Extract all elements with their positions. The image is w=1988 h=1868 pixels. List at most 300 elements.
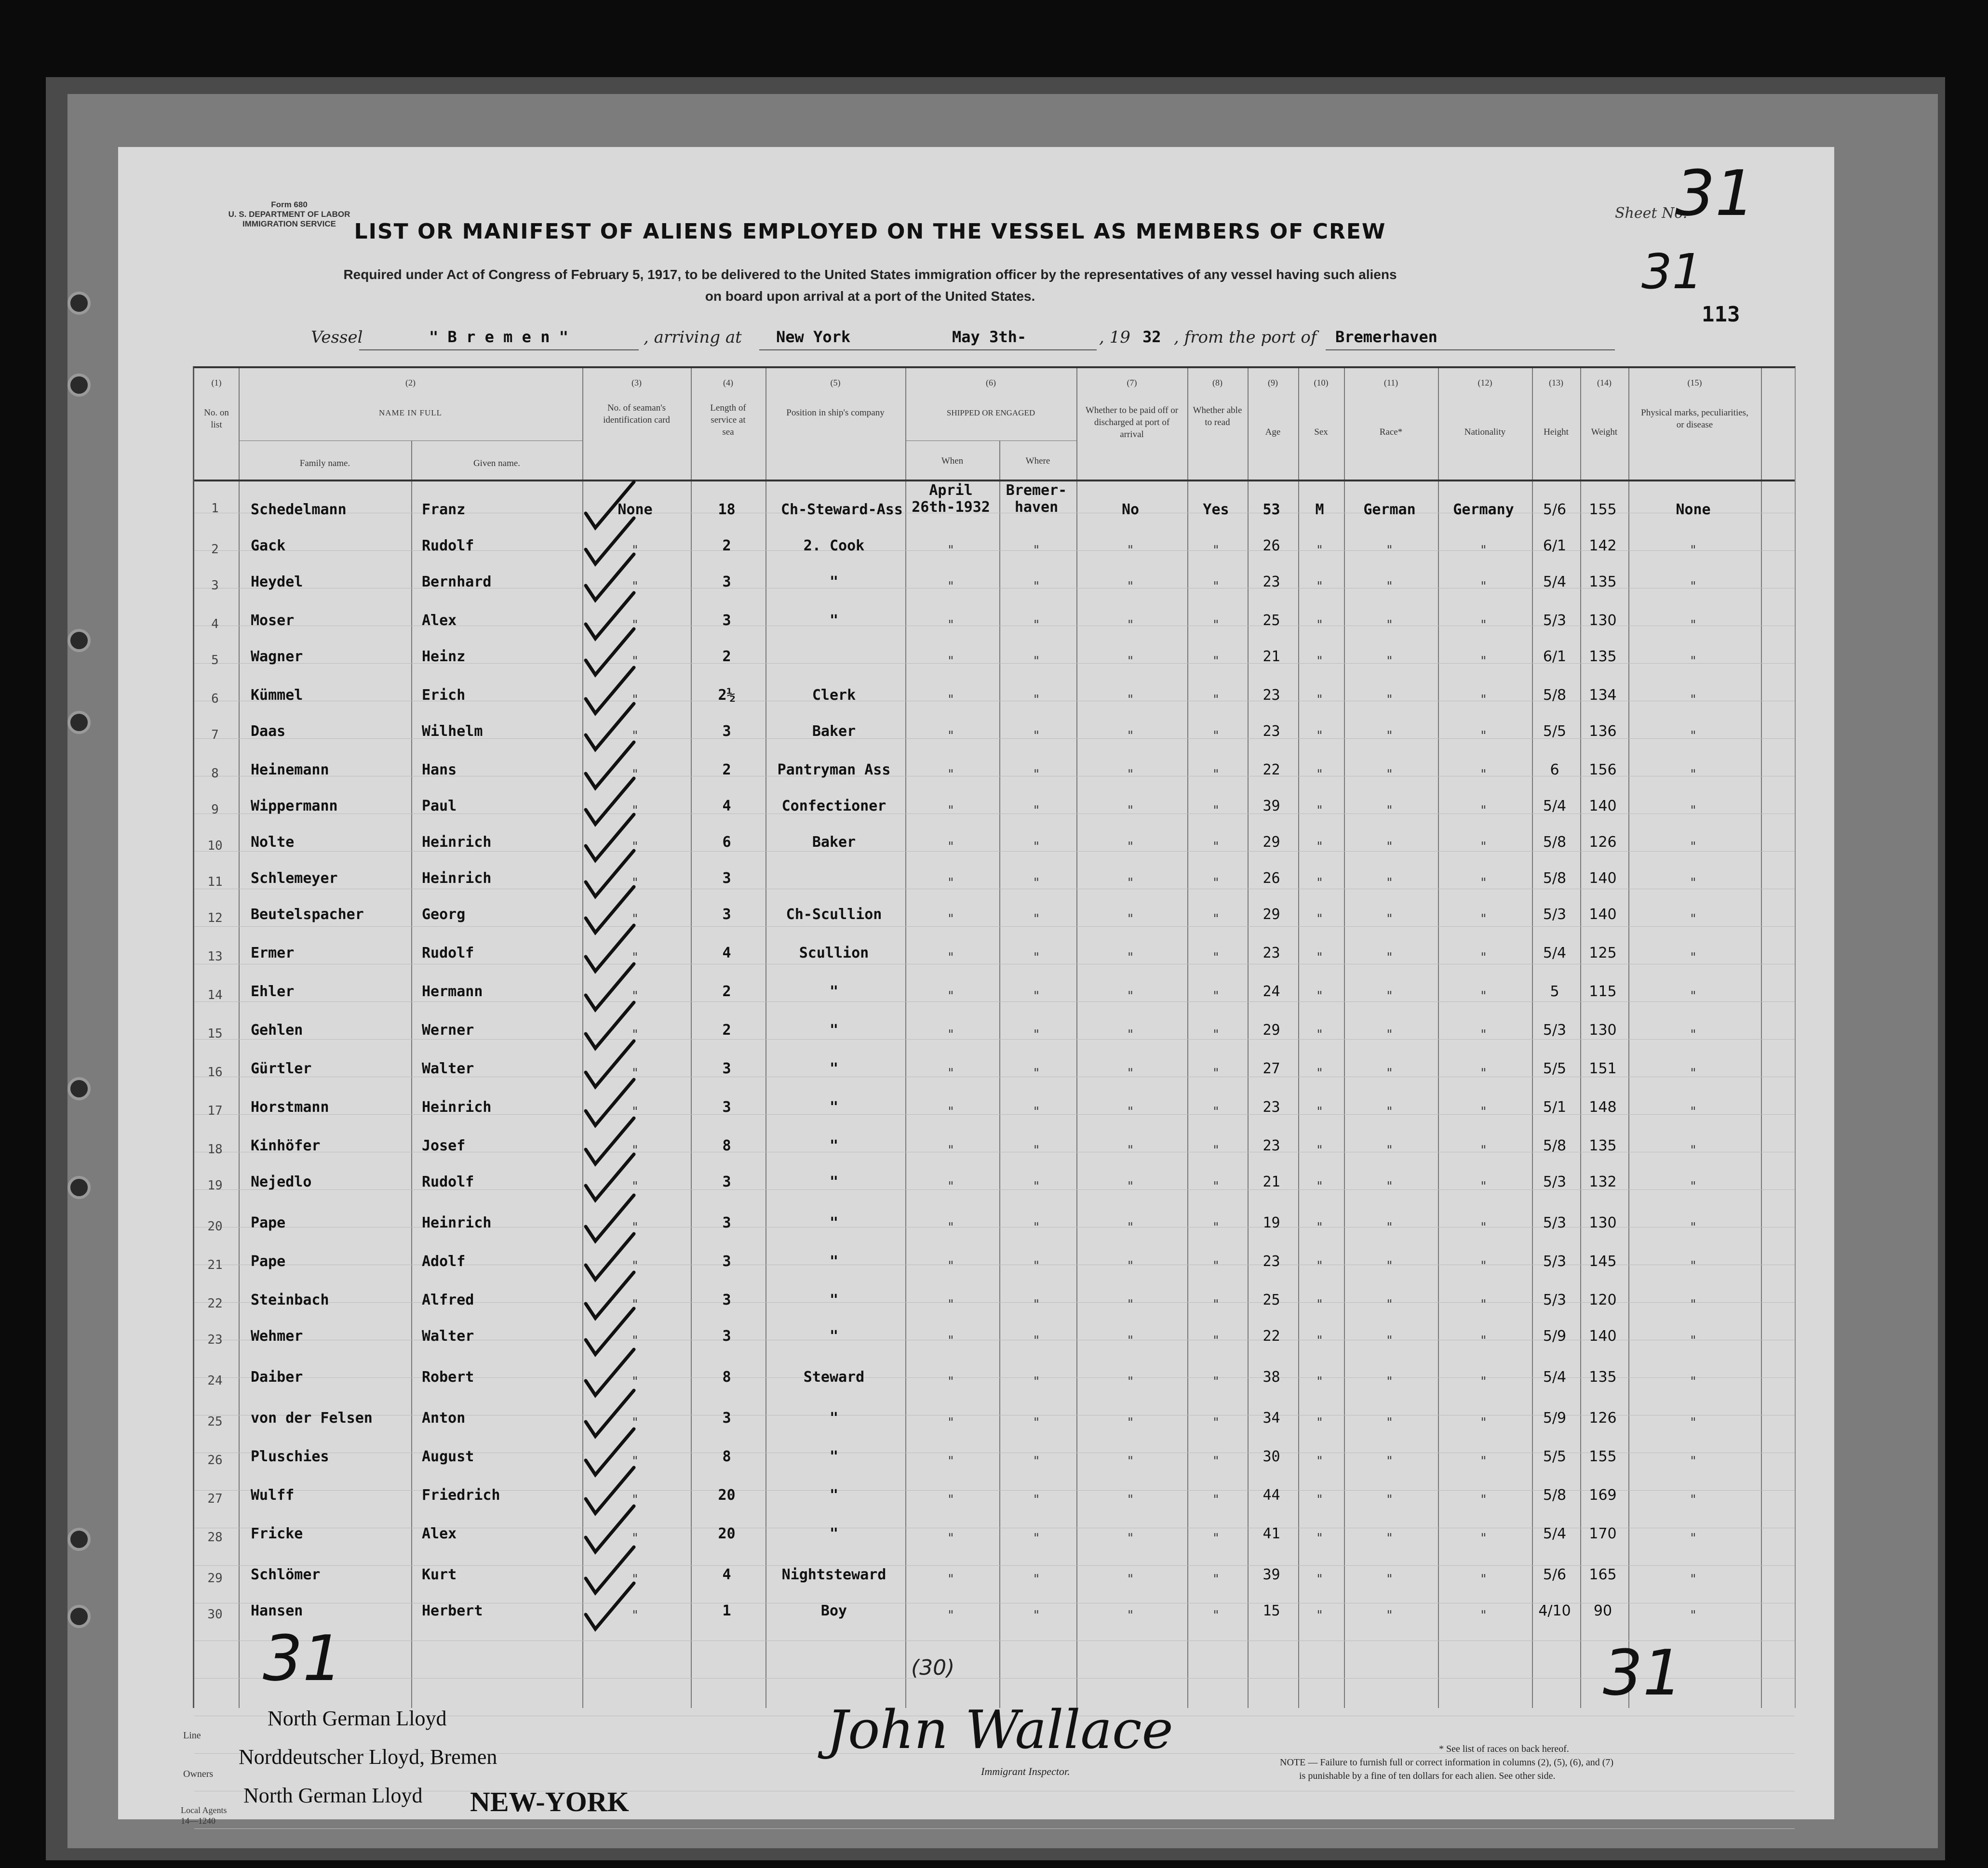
- id-card-ditto: ": [631, 693, 639, 707]
- length-of-service: 2: [722, 983, 731, 1000]
- local-agents-code: 14—1240: [181, 1816, 215, 1826]
- row-number: 14: [207, 988, 223, 1002]
- punch-hole: [67, 374, 91, 397]
- given-name: August: [422, 1448, 474, 1465]
- able-to-read-ditto: ": [1212, 654, 1220, 668]
- id-card-ditto: ": [631, 876, 639, 890]
- paid-off-ditto: ": [1127, 1531, 1134, 1546]
- length-of-service: 18: [718, 501, 736, 518]
- shipped-when-1: April: [929, 482, 973, 499]
- paid-off-ditto: ": [1127, 1105, 1134, 1119]
- family-name: Daiber: [251, 1369, 303, 1386]
- shipped-where-1: Bremer-: [1006, 482, 1067, 499]
- manifest-sheet: [118, 147, 1834, 1826]
- given-name: Paul: [422, 798, 457, 814]
- row-number: 5: [211, 653, 219, 667]
- sheet-number-label: Sheet No.: [1615, 205, 1688, 222]
- sex-ditto: ": [1316, 1027, 1324, 1042]
- physical-marks-ditto: ": [1689, 1572, 1697, 1587]
- position: Steward: [803, 1369, 865, 1386]
- race-ditto: ": [1385, 1531, 1394, 1546]
- nationality-ditto: ": [1479, 1220, 1488, 1235]
- given-name: Georg: [422, 906, 466, 923]
- family-name: Nolte: [251, 834, 295, 851]
- table-row: [193, 687, 1793, 721]
- sex-ditto: ": [1316, 654, 1324, 668]
- physical-marks-ditto: ": [1689, 1334, 1697, 1348]
- row-rule: [194, 1828, 1795, 1829]
- owners-stamp: Norddeutscher Lloyd, Bremen: [239, 1745, 497, 1769]
- family-name: Pape: [251, 1253, 286, 1270]
- family-name: Beutelspacher: [251, 906, 364, 923]
- given-name: Heinrich: [422, 1214, 492, 1231]
- family-name: Wagner: [251, 648, 303, 665]
- footer-note: [1280, 1742, 1762, 1783]
- sex-ditto: ": [1316, 1493, 1324, 1507]
- weight: 90: [1593, 1602, 1612, 1619]
- weight: 135: [1589, 1369, 1617, 1386]
- able-to-read-ditto: ": [1212, 1143, 1220, 1158]
- position: ": [829, 1328, 839, 1345]
- length-of-service: 3: [722, 1410, 731, 1427]
- shipped-where-ditto: ": [1033, 912, 1040, 926]
- given-name: Franz: [422, 501, 466, 518]
- weight: 136: [1589, 723, 1617, 740]
- height: 6/1: [1543, 537, 1567, 554]
- shipped-where-ditto: ": [1033, 543, 1040, 558]
- given-name: Rudolf: [422, 945, 474, 961]
- paid-off-ditto: ": [1127, 1259, 1134, 1273]
- paid-off-ditto: ": [1127, 618, 1134, 632]
- physical-marks-ditto: ": [1689, 1297, 1697, 1312]
- height: 5/9: [1543, 1410, 1567, 1427]
- paid-off-ditto: ": [1127, 1374, 1134, 1389]
- race-ditto: ": [1385, 543, 1394, 558]
- id-card-ditto: ": [631, 1374, 639, 1389]
- family-name: Hansen: [251, 1602, 303, 1619]
- nationality: Germany: [1453, 501, 1514, 518]
- physical-marks-ditto: ": [1689, 1608, 1697, 1623]
- id-card-ditto: ": [631, 543, 639, 558]
- weight: 135: [1589, 1137, 1617, 1154]
- position: Baker: [812, 723, 856, 740]
- family-name: Wehmer: [251, 1328, 303, 1345]
- height: 5/6: [1543, 1566, 1567, 1583]
- weight: 125: [1589, 945, 1617, 961]
- paid-off-ditto: ": [1127, 840, 1134, 854]
- subtitle-line-2: on board upon arrival at a port of the United States.: [705, 289, 1035, 304]
- weight: 134: [1589, 687, 1617, 704]
- shipped-when-ditto: ": [947, 989, 955, 1003]
- from-port-label: , from the port of: [1174, 328, 1317, 347]
- table-row: [193, 482, 1793, 535]
- family-name: Wulff: [251, 1487, 295, 1504]
- shipped-when-ditto: ": [947, 803, 955, 818]
- nationality-ditto: ": [1479, 1531, 1488, 1546]
- shipped-when-ditto: ": [947, 618, 955, 632]
- paid-off-ditto: ": [1127, 1297, 1134, 1312]
- table-row: [193, 1174, 1793, 1207]
- paid-off-ditto: ": [1127, 876, 1134, 890]
- table-row: [193, 1525, 1793, 1559]
- shipped-where-ditto: ": [1033, 767, 1040, 782]
- when-header: When: [941, 456, 964, 466]
- length-of-service: 2: [722, 1022, 731, 1039]
- given-name: Adolf: [422, 1253, 466, 1270]
- physical-marks: None: [1676, 501, 1711, 518]
- height: 6: [1550, 761, 1559, 778]
- position: ": [829, 1174, 839, 1190]
- header-rule: [905, 440, 1076, 441]
- age: 26: [1263, 870, 1280, 887]
- where-header: Where: [1025, 456, 1050, 466]
- length-of-service: 8: [722, 1448, 731, 1465]
- shipped-where-ditto: ": [1033, 654, 1040, 668]
- height: 5/8: [1543, 687, 1567, 704]
- able-to-read-ditto: ": [1212, 1220, 1220, 1235]
- footer-note-3: is punishable by a fine of ten dollars for each alien. See other side.: [1299, 1771, 1556, 1781]
- length-of-service: 4: [722, 1566, 731, 1583]
- sheet-number: 31: [1675, 157, 1755, 230]
- position: Ch-Scullion: [786, 906, 882, 923]
- length-of-service: 3: [722, 1253, 731, 1270]
- given-name: Werner: [422, 1022, 474, 1039]
- col-6-header: SHIPPED OR ENGAGED: [946, 408, 1035, 417]
- able-to-read-ditto: ": [1212, 1179, 1220, 1194]
- race: German: [1363, 501, 1416, 518]
- length-of-service: 1: [722, 1602, 731, 1619]
- height: 5/4: [1543, 574, 1567, 590]
- physical-marks-ditto: ": [1689, 1027, 1697, 1042]
- able-to-read-ditto: ": [1212, 1454, 1220, 1468]
- family-name: Kinhöfer: [251, 1137, 321, 1154]
- id-card-ditto: ": [631, 1066, 639, 1081]
- row-number: 23: [207, 1333, 223, 1347]
- length-of-service: 6: [722, 834, 731, 851]
- height: 5/5: [1543, 1448, 1567, 1465]
- nationality-ditto: ": [1479, 803, 1488, 818]
- length-of-service: 3: [722, 1174, 731, 1190]
- physical-marks-ditto: ": [1689, 1531, 1697, 1546]
- row-number: 3: [211, 578, 219, 593]
- sex-ditto: ": [1316, 1334, 1324, 1348]
- weight: 132: [1589, 1174, 1617, 1190]
- id-card-ditto: ": [631, 1415, 639, 1430]
- row-rule: [194, 1678, 1795, 1679]
- length-of-service: 4: [722, 798, 731, 814]
- age: 38: [1263, 1369, 1280, 1386]
- shipped-where-ditto: ": [1033, 729, 1040, 743]
- physical-marks-ditto: ": [1689, 1220, 1697, 1235]
- given-name: Heinz: [422, 648, 466, 665]
- height: 5/5: [1543, 1060, 1567, 1077]
- race-ditto: ": [1385, 1027, 1394, 1042]
- col-7-number: (7): [1127, 378, 1137, 387]
- col-7-header: Whether to be paid off or discharged at port of arrival: [1085, 405, 1179, 440]
- able-to-read-ditto: ": [1212, 1531, 1220, 1546]
- table-row: [193, 537, 1793, 571]
- nationality-ditto: ": [1479, 876, 1488, 890]
- row-number: 21: [207, 1258, 223, 1272]
- shipped-where-ditto: ": [1033, 1415, 1040, 1430]
- position: Scullion: [799, 945, 869, 961]
- family-name: Wippermann: [251, 798, 338, 814]
- table-row: [193, 1566, 1793, 1600]
- weight: 140: [1589, 906, 1617, 923]
- physical-marks-ditto: ": [1689, 989, 1697, 1003]
- punch-hole: [67, 292, 91, 315]
- length-of-service: 3: [722, 906, 731, 923]
- shipped-where-ditto: ": [1033, 1531, 1040, 1546]
- position: ": [829, 1487, 839, 1504]
- shipped-where-ditto: ": [1033, 1572, 1040, 1587]
- height: 5/4: [1543, 798, 1567, 814]
- weight: 140: [1589, 1328, 1617, 1345]
- nationality-ditto: ": [1479, 1143, 1488, 1158]
- given-name: Heinrich: [422, 834, 492, 851]
- physical-marks-ditto: ": [1689, 876, 1697, 890]
- paid-off-ditto: ": [1127, 803, 1134, 818]
- id-card-ditto: ": [631, 1179, 639, 1194]
- race-ditto: ": [1385, 579, 1394, 594]
- able-to-read-ditto: ": [1212, 1572, 1220, 1587]
- shipped-when-ditto: ": [947, 729, 955, 743]
- shipped-where-ditto: ": [1033, 1297, 1040, 1312]
- weight: 140: [1589, 798, 1617, 814]
- table-row: [193, 1214, 1793, 1248]
- given-name: Kurt: [422, 1566, 457, 1583]
- nationality-ditto: ": [1479, 1608, 1488, 1623]
- owners-label: Owners: [183, 1769, 214, 1779]
- age: 23: [1263, 723, 1280, 740]
- sex-ditto: ": [1316, 1454, 1324, 1468]
- height: 5/1: [1543, 1099, 1567, 1116]
- length-of-service: 2: [722, 537, 731, 554]
- race-ditto: ": [1385, 1259, 1394, 1273]
- weight: 140: [1589, 870, 1617, 887]
- position: ": [829, 1525, 839, 1542]
- row-number: 10: [207, 839, 223, 853]
- physical-marks-ditto: ": [1689, 1179, 1697, 1194]
- family-name: Ehler: [251, 983, 295, 1000]
- id-card-ditto: ": [631, 1027, 639, 1042]
- family-name-header: Family name.: [299, 458, 350, 468]
- table-row: [193, 1602, 1793, 1636]
- shipped-where-ditto: ": [1033, 803, 1040, 818]
- given-name: Walter: [422, 1328, 474, 1345]
- position: ": [829, 1448, 839, 1465]
- position: ": [829, 1099, 839, 1116]
- physical-marks-ditto: ": [1689, 1415, 1697, 1430]
- age: 25: [1263, 612, 1280, 629]
- table-row: [193, 1253, 1793, 1287]
- form-number: Form 680: [271, 200, 308, 209]
- position: ": [829, 1253, 839, 1270]
- row-number: 4: [211, 617, 219, 631]
- family-name: Ermer: [251, 945, 295, 961]
- sex-ditto: ": [1316, 1179, 1324, 1194]
- shipped-where-ditto: ": [1033, 1105, 1040, 1119]
- id-card-ditto: ": [631, 1454, 639, 1468]
- col-8-header: Whether able to read: [1193, 405, 1242, 427]
- rule: [942, 349, 1097, 350]
- length-of-service: 20: [718, 1525, 736, 1542]
- race-ditto: ": [1385, 1066, 1394, 1081]
- table-row: [193, 1099, 1793, 1133]
- weight: 165: [1589, 1566, 1617, 1583]
- able-to-read-ditto: ": [1212, 729, 1220, 743]
- position: Ch-Steward-Ass: [781, 501, 903, 518]
- age: 21: [1263, 648, 1280, 665]
- nationality-ditto: ": [1479, 767, 1488, 782]
- sex-ditto: ": [1316, 1220, 1324, 1235]
- weight: 130: [1589, 1214, 1617, 1231]
- given-name: Alfred: [422, 1292, 474, 1308]
- table-row: [193, 1292, 1793, 1325]
- height: 5/4: [1543, 1525, 1567, 1542]
- rule: [759, 349, 942, 350]
- shipped-where-ditto: ": [1033, 950, 1040, 965]
- able-to-read-ditto: ": [1212, 579, 1220, 594]
- age: 19: [1263, 1214, 1280, 1231]
- row-number: 22: [207, 1296, 223, 1311]
- vessel-line: [118, 328, 1834, 357]
- paid-off-ditto: ": [1127, 767, 1134, 782]
- paid-off-ditto: ": [1127, 543, 1134, 558]
- physical-marks-ditto: ": [1689, 912, 1697, 926]
- position: ": [829, 574, 839, 590]
- family-name: Fricke: [251, 1525, 303, 1542]
- race-ditto: ": [1385, 1493, 1394, 1507]
- age: 29: [1263, 1022, 1280, 1039]
- paid-off-ditto: ": [1127, 1415, 1134, 1430]
- shipped-where-ditto: ": [1033, 1179, 1040, 1194]
- row-number: 2: [211, 542, 219, 557]
- table-row: [193, 1487, 1793, 1521]
- weight: 151: [1589, 1060, 1617, 1077]
- id-card-ditto: ": [631, 1608, 639, 1623]
- sex-ditto: ": [1316, 950, 1324, 965]
- length-of-service: 2: [722, 648, 731, 665]
- id-card-ditto: ": [631, 840, 639, 854]
- given-name: Rudolf: [422, 537, 474, 554]
- position: ": [829, 983, 839, 1000]
- able-to-read-ditto: ": [1212, 989, 1220, 1003]
- id-card-ditto: ": [631, 654, 639, 668]
- physical-marks-ditto: ": [1689, 950, 1697, 965]
- col-4-header: Length of service at sea: [710, 403, 746, 437]
- weight: 115: [1589, 983, 1617, 1000]
- race-ditto: ": [1385, 876, 1394, 890]
- sex-ditto: ": [1316, 1066, 1324, 1081]
- sex-ditto: ": [1316, 989, 1324, 1003]
- page-subtitle: [321, 264, 1420, 307]
- length-of-service: 3: [722, 612, 731, 629]
- race-ditto: ": [1385, 912, 1394, 926]
- age: 34: [1263, 1410, 1280, 1427]
- shipped-when-ditto: ": [947, 876, 955, 890]
- header-rule: [239, 440, 582, 441]
- id-card-ditto: ": [631, 912, 639, 926]
- paid-off-ditto: ": [1127, 989, 1134, 1003]
- row-number: 19: [207, 1178, 223, 1193]
- physical-marks-ditto: ": [1689, 1493, 1697, 1507]
- sex-ditto: ": [1316, 840, 1324, 854]
- race-ditto: ": [1385, 950, 1394, 965]
- header-separator: [194, 480, 1795, 481]
- given-name: Rudolf: [422, 1174, 474, 1190]
- shipped-when-ditto: ": [947, 1143, 955, 1158]
- family-name: Heinemann: [251, 761, 329, 778]
- family-name: Schlemeyer: [251, 870, 338, 887]
- physical-marks-ditto: ": [1689, 1259, 1697, 1273]
- nationality-ditto: ": [1479, 840, 1488, 854]
- able-to-read-ditto: ": [1212, 876, 1220, 890]
- paid-off-ditto: ": [1127, 1334, 1134, 1348]
- shipped-when-ditto: ": [947, 950, 955, 965]
- shipped-when-ditto: ": [947, 579, 955, 594]
- race-ditto: ": [1385, 654, 1394, 668]
- col-12-header: Nationality: [1464, 427, 1506, 437]
- sex-ditto: ": [1316, 1259, 1324, 1273]
- age: 23: [1263, 574, 1280, 590]
- shipped-where-ditto: ": [1033, 1259, 1040, 1273]
- position: ": [829, 612, 839, 629]
- nationality-ditto: ": [1479, 1572, 1488, 1587]
- row-number: 16: [207, 1065, 223, 1080]
- id-card-ditto: ": [631, 1572, 639, 1587]
- age: 23: [1263, 1253, 1280, 1270]
- race-ditto: ": [1385, 618, 1394, 632]
- physical-marks-ditto: ": [1689, 1105, 1697, 1119]
- col-1-number: (1): [211, 378, 222, 387]
- id-card-ditto: ": [631, 1493, 639, 1507]
- length-of-service: 3: [722, 870, 731, 887]
- height: 5/8: [1543, 870, 1567, 887]
- row-number: 7: [211, 728, 219, 742]
- year-prefix: , 19: [1099, 328, 1130, 347]
- height: 5/8: [1543, 834, 1567, 851]
- col-14-number: (14): [1597, 378, 1612, 387]
- age: 29: [1263, 834, 1280, 851]
- punch-hole: [67, 711, 91, 734]
- col-2-header: NAME IN FULL: [379, 408, 442, 417]
- id-card-number: None: [618, 501, 653, 518]
- table-row: [193, 906, 1793, 940]
- shipped-when-ditto: ": [947, 1374, 955, 1389]
- able-to-read-ditto: ": [1212, 1105, 1220, 1119]
- inspector-label: Immigrant Inspector.: [981, 1765, 1070, 1777]
- family-name: Horstmann: [251, 1099, 329, 1116]
- table-row: [193, 648, 1793, 682]
- table-row: [193, 870, 1793, 904]
- weight: 135: [1589, 574, 1617, 590]
- race-ditto: ": [1385, 1105, 1394, 1119]
- physical-marks-ditto: ": [1689, 803, 1697, 818]
- race-ditto: ": [1385, 693, 1394, 707]
- shipped-when-ditto: ": [947, 1334, 955, 1348]
- row-number: 13: [207, 949, 223, 964]
- departure-port: Bremerhaven: [1335, 328, 1437, 346]
- nationality-ditto: ": [1479, 1179, 1488, 1194]
- weight: 135: [1589, 648, 1617, 665]
- able-to-read-ditto: ": [1212, 693, 1220, 707]
- paid-off-ditto: ": [1127, 1143, 1134, 1158]
- height: 5/4: [1543, 945, 1567, 961]
- id-card-ditto: ": [631, 1297, 639, 1312]
- sex-ditto: ": [1316, 579, 1324, 594]
- age: 30: [1263, 1448, 1280, 1465]
